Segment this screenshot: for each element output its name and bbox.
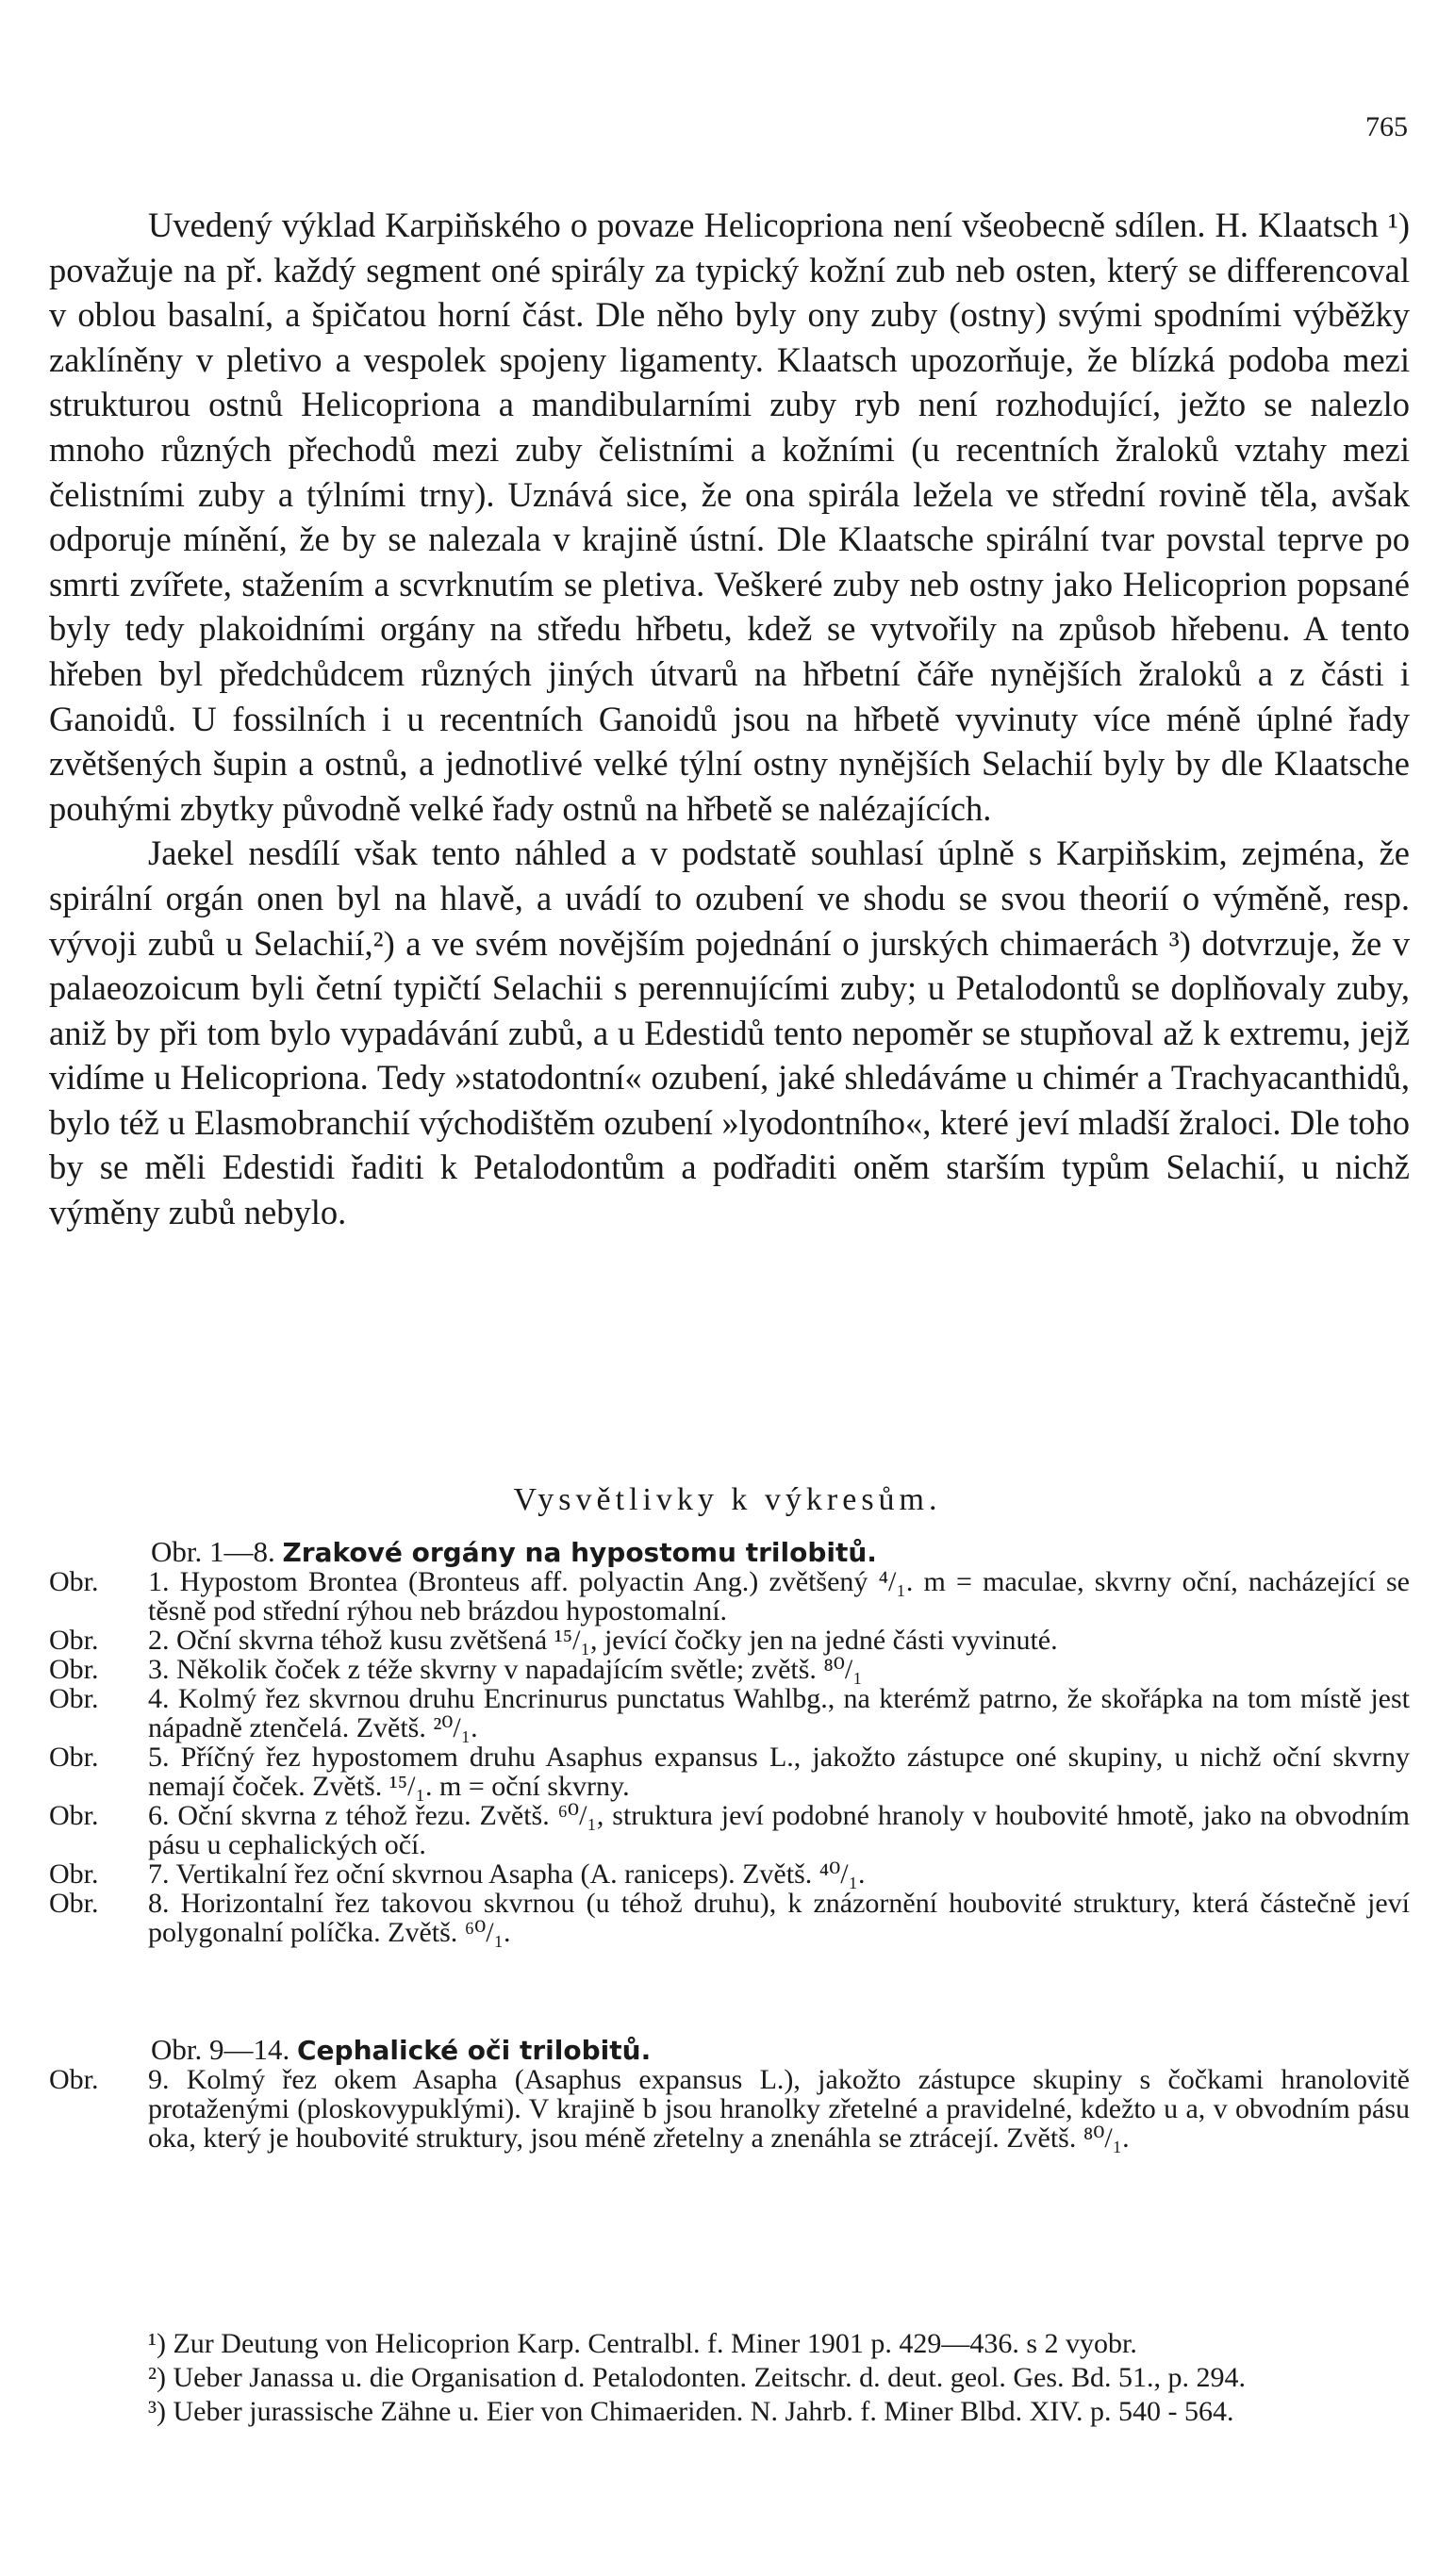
entry-text: 1. Hypostom Brontea (Bronteus aff. polyactin Ang.) zvětšený ⁴/₁. m = maculae, skvrny oční, nacházející se těsně pod střední rýhou neb brázdou hypostomalní. xyxy=(148,1566,1410,1627)
legend-entry xyxy=(49,1742,1410,1801)
entry-label: Obr. xyxy=(49,1654,99,1685)
entry-text: 9. Kolmý řez okem Asapha (Asaphus expansus L.), jakožto zástupce skupiny s čočkami hranolovitě protaženými (ploskovypuklými). V krajině b jsou hranolky zřetelné a pravidelné, kdežto u a, v obvodním pásu oka, který je houbovité struktury, jsou méně zřetelny a znenáhla se ztrácejí. Zvětš. ⁸⁰/₁. xyxy=(148,2064,1410,2154)
footnote: ²) Ueber Janassa u. die Organisation d. Petalodonten. Zeitschr. d. deut. geol. Ges. Bd. 51., p. 294. xyxy=(148,2362,1247,2393)
paragraph: Jaekel nesdílí však tento náhled a v podstatě souhlasí úplně s Karpiňskim, zejména, že spirální orgán onen byl na hlavě, a uvádí to ozubení ve shodu se svou theorií o výměně, resp. vývoji zubů u Selachií,²) a ve svém novějším pojednání o jurských chimaerách ³) dotvrzuje, že v palaeozoicum byli četní typičtí Selachii s perennujícími zuby; u Petalodontů se doplňovaly zuby, aniž by při tom bylo vypadávání zubů, a u Edestidů tento nepoměr se stupňoval až k extremu, jejž vidíme u Helicopriona. Tedy »statodontní« ozubení, jaké shledáváme u chimér a Trachyacanthidů, bylo též u Elasmobranchií východištěm ozubení »lyodontního«, které jeví mladší žraloci. Dle toho by se měli Edestidi řaditi k Petalodontům a podřaditi oněm starším typům Selachií, u nichž výměny zubů nebylo. xyxy=(49,834,1410,1232)
legend-entry xyxy=(49,1567,1410,1626)
legend-group-2 xyxy=(49,2035,1410,2153)
entry-text: 3. Několik čoček z téže skvrny v napadajícím světle; zvětš. ⁸⁰/₁ xyxy=(148,1654,863,1685)
legend-entry xyxy=(49,1801,1410,1859)
group-title xyxy=(151,1537,1410,1567)
paragraph: Uvedený výklad Karpiňského o povaze Helicopriona není všeobecně sdílen. H. Klaatsch ¹) považuje na př. každý segment oné spirály za typický kožní zub neb osten, který se differencoval v oblou basalní, a špičatou horní část. Dle něho byly ony zuby (ostny) svými spodními výběžky zaklíněny v pletivo a vespolek spojeny ligamenty. Klaatsch upozorňuje, že blízká podoba mezi strukturou ostnů Helicopriona a mandibularními zuby ryb není rozhodující, ježto se nalezlo mnoho různých přechodů mezi zuby čelistními a kožními (u recentních žraloků vztahy mezi čelistními zuby a týlními trny). Uznává sice, že ona spirála ležela ve střední rovině těla, avšak odporuje mínění, že by se nalezala v krajině ústní. Dle Klaatsche spirální tvar povstal teprve po smrti zvířete, stažením a scvrknutím se pletiva. Veškeré zuby neb ostny jako Helicoprion popsané byly tedy plakoidními orgány na středu hřbetu, kdež se vytvořily na způsob hřebenu. A tento hřeben byl předchůdcem různých jiných útvarů na hřbetní čáře nynějších žraloků a z části i Ganoidů. U fossilních i u recentních Ganoidů jsou na hřbetě vyvinuty více méně úplné řady zvětšených šupin a ostnů, a jednotlivé velké týlní ostny nynějších Selachií byly by dle Klaatsche pouhými zbytky původně velké řady ostnů na hřbetě se nalézajících. xyxy=(49,206,1410,828)
entry-text: 6. Oční skvrna z téhož řezu. Zvětš. ⁶⁰/₁, struktura jeví podobné hranoly v houbovité hmotě, jako na obvodním pásu u cephalických očí. xyxy=(148,1800,1410,1860)
entry-label: Obr. xyxy=(49,1683,99,1714)
entry-label: Obr. xyxy=(49,1800,99,1831)
footnote: ¹) Zur Deutung von Helicoprion Karp. Centralbl. f. Miner 1901 p. 429—436. s 2 vyobr. xyxy=(148,2328,1137,2359)
entry-text: 7. Vertikalní řez oční skvrnou Asapha (A. raniceps). Zvětš. ⁴⁰/₁. xyxy=(148,1858,866,1890)
entry-text: 4. Kolmý řez skvrnou druhu Encrinurus punctatus Wahlbg., na kterémž patrno, že skořápka na tom místě jest nápadně ztenčelá. Zvětš. ²⁰/₁. xyxy=(148,1683,1410,1743)
entry-text: 8. Horizontalní řez takovou skvrnou (u téhož druhu), k znázornění houbovité struktury, která částečně jeví polygonalní políčka. Zvětš. ⁶⁰/₁. xyxy=(148,1888,1410,1948)
legend-entry xyxy=(49,1889,1410,1947)
legend-heading: Vysvětlivky k výkresům. xyxy=(513,1482,942,1517)
entry-label: Obr. xyxy=(49,1742,99,1773)
legend-entry xyxy=(49,1655,1410,1684)
footnote: ³) Ueber jurassische Zähne u. Eier von Chimaeriden. N. Jahrb. f. Miner Blbd. XIV. p. 540 - 564. xyxy=(148,2396,1234,2427)
body-text xyxy=(49,203,1410,1235)
entry-label: Obr. xyxy=(49,1858,99,1890)
entry-label: Obr. xyxy=(49,1566,99,1597)
legend-group-1 xyxy=(49,1537,1410,1947)
group-prefix: Obr. 1—8. xyxy=(151,1535,275,1568)
entry-label: Obr. xyxy=(49,1625,99,1656)
legend-entry xyxy=(49,2065,1410,2153)
legend-entry xyxy=(49,1626,1410,1655)
group-prefix: Obr. 9—14. xyxy=(151,2033,290,2066)
entry-text: 5. Příčný řez hypostomem druhu Asaphus expansus L., jakožto zástupce oné skupiny, u nichž oční skvrny nemají čoček. Zvětš. ¹⁵/₁. m = oční skvrny. xyxy=(148,1742,1410,1802)
entry-label: Obr. xyxy=(49,2064,99,2095)
page-number: 765 xyxy=(1365,111,1408,142)
group-title xyxy=(151,2035,1410,2065)
footnotes xyxy=(49,2329,1410,2431)
entry-label: Obr. xyxy=(49,1888,99,1919)
legend-entry xyxy=(49,1859,1410,1889)
group-title-text: Cephalické oči trilobitů. xyxy=(297,2035,652,2066)
entry-text: 2. Oční skvrna téhož kusu zvětšená ¹⁵/₁, jevící čočky jen na jedné části vyvinuté. xyxy=(148,1625,1058,1656)
legend-entry xyxy=(49,1684,1410,1742)
group-title-text: Zrakové orgány na hypostomu trilobitů. xyxy=(282,1537,877,1568)
